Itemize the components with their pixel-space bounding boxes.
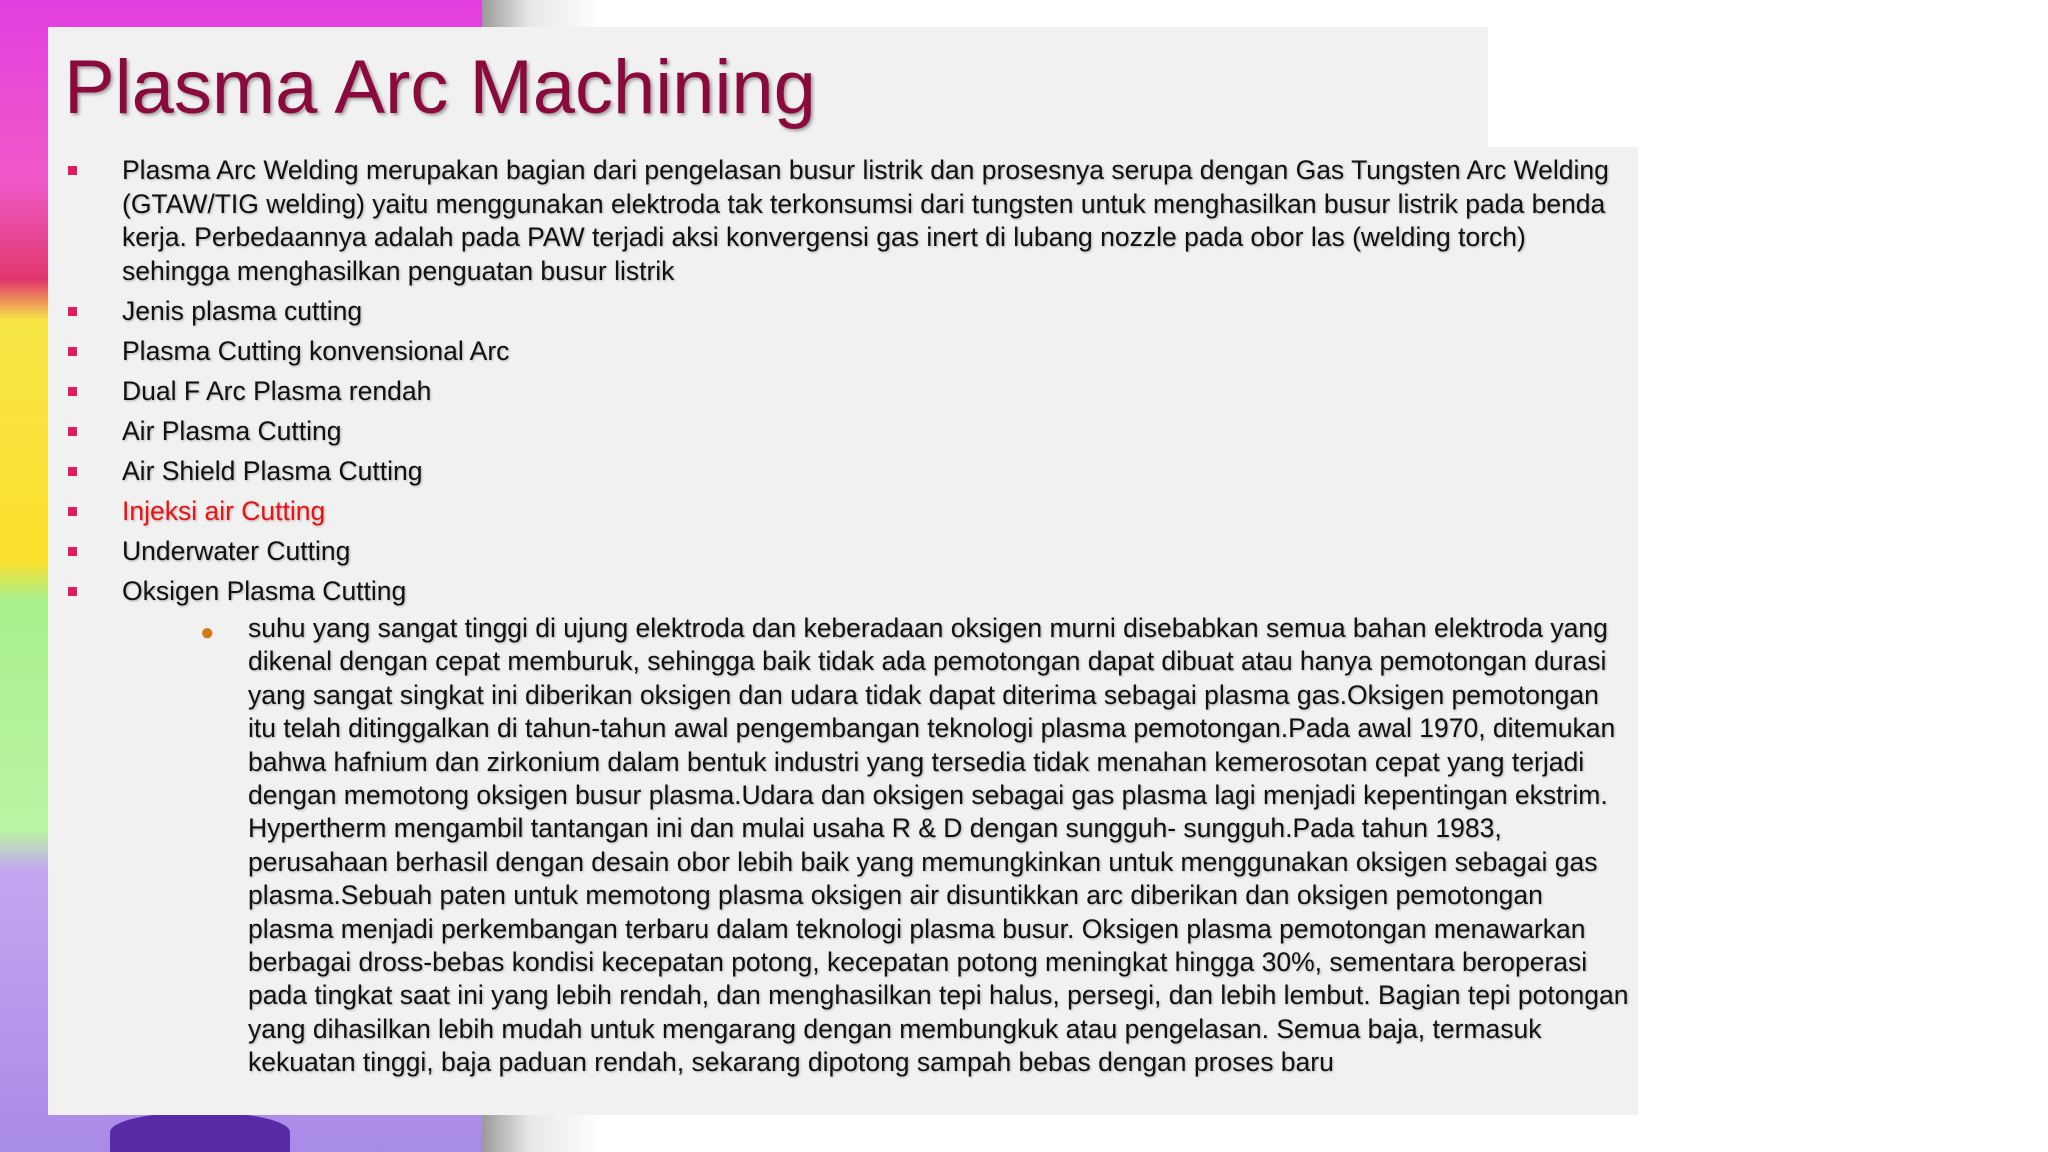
list-item bbox=[64, 575, 1634, 1080]
sub-bullet-text: suhu yang sangat tinggi di ujung elektroda dan keberadaan oksigen murni disebabkan semua bahan elektroda yang dikenal dengan cepat memburuk, sehingga baik tidak ada pemotongan dapat dibuat atau hanya pemotongan durasi yang sangat singkat ini diberikan oksigen dan udara tidak dapat diterima sebagai plasma gas.Oksigen pemotongan itu telah ditinggalkan di tahun-tahun awal pengembangan teknologi plasma pemotongan.Pada awal 1970, ditemukan bahwa hafnium dan zirkonium dalam bentuk industri yang tersedia tidak menahan kemerosotan cepat yang terjadi dengan memotong oksigen busur plasma.Udara dan oksigen sebagai gas plasma lagi menjadi kepentingan ekstrim. Hypertherm mengambil tantangan ini dan mulai usaha R & D dengan sungguh- sungguh.Pada tahun 1983, perusahaan berhasil dengan desain obor lebih baik yang memungkinkan untuk menggunakan oksigen sebagai gas plasma.Sebuah paten untuk memotong plasma oksigen air disuntikkan arc diberikan dan oksigen pemotongan plasma menjadi perkembangan terbaru dalam teknologi plasma busur. Oksigen plasma pemotongan menawarkan berbagai dross-bebas kondisi kecepatan potong, kecepatan potong meningkat hingga 30%, sementara beroperasi pada tingkat saat ini yang lebih rendah, dan menghasilkan tepi halus, persegi, dan lebih lembut. Bagian tepi potongan yang dihasilkan lebih mudah untuk mengarang dengan membungkuk atau pengelasan. Semua baja, termasuk kekuatan tinggi, baja paduan rendah, sekarang dipotong sampah bebas dengan proses baru bbox=[248, 613, 1629, 1078]
list-item bbox=[64, 455, 1634, 489]
bullet-text: Jenis plasma cutting bbox=[122, 295, 363, 326]
list-item bbox=[64, 415, 1634, 449]
decorative-shape bbox=[110, 1112, 290, 1152]
list-item bbox=[64, 154, 1634, 288]
square-bullet-icon bbox=[68, 427, 77, 436]
bullet-text: Oksigen Plasma Cutting bbox=[122, 575, 407, 606]
square-bullet-icon bbox=[68, 166, 77, 175]
bullet-text: Injeksi air Cutting bbox=[122, 495, 326, 526]
square-bullet-icon bbox=[68, 307, 77, 316]
bullet-text: Air Shield Plasma Cutting bbox=[122, 455, 423, 486]
list-item bbox=[64, 295, 1634, 329]
square-bullet-icon bbox=[68, 467, 77, 476]
square-bullet-icon bbox=[68, 587, 77, 596]
bullet-text: Plasma Cutting konvensional Arc bbox=[122, 335, 510, 366]
list-item bbox=[64, 335, 1634, 369]
square-bullet-icon bbox=[68, 387, 77, 396]
bullet-list bbox=[64, 154, 1634, 1080]
list-item-highlighted bbox=[64, 495, 1634, 529]
slide-title: Plasma Arc Machining bbox=[64, 45, 816, 130]
bullet-text: Plasma Arc Welding merupakan bagian dari pengelasan busur listrik dan prosesnya serupa dengan Gas Tungsten Arc Welding (GTAW/TIG welding) yaitu menggunakan elektroda tak terkonsumsi dari tungsten untuk menghasilkan busur listrik pada benda kerja. Perbedaannya adalah pada PAW terjadi aksi konvergensi gas inert di lubang nozzle pada obor las (welding torch) sehingga menghasilkan penguatan busur listrik bbox=[122, 155, 1609, 286]
bullet-text: Dual F Arc Plasma rendah bbox=[122, 375, 432, 406]
list-item bbox=[64, 375, 1634, 409]
square-bullet-icon bbox=[68, 547, 77, 556]
list-item bbox=[64, 535, 1634, 569]
square-bullet-icon bbox=[68, 347, 77, 356]
bullet-text: Underwater Cutting bbox=[122, 535, 351, 566]
slide-content bbox=[64, 154, 1634, 1086]
bullet-text: Air Plasma Cutting bbox=[122, 415, 342, 446]
sub-bullet-list bbox=[122, 612, 1634, 1080]
sub-list-item bbox=[122, 612, 1634, 1080]
square-bullet-icon bbox=[68, 507, 77, 516]
round-bullet-icon: ● bbox=[200, 619, 215, 646]
